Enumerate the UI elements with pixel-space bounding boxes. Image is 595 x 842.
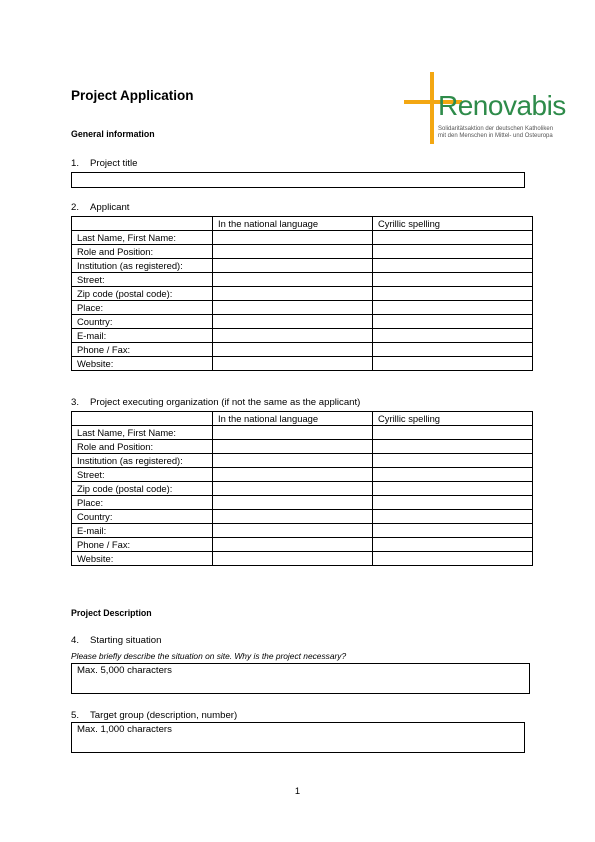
row-label: Phone / Fax:: [72, 343, 213, 357]
target-group-field[interactable]: Max. 1,000 characters: [71, 722, 525, 753]
table-row: [72, 343, 533, 357]
starting-situation-field[interactable]: Max. 5,000 characters: [71, 663, 530, 694]
national-language-cell[interactable]: [213, 315, 373, 329]
header-blank-cell: [72, 412, 213, 426]
table-row: [72, 301, 533, 315]
row-label: Place:: [72, 301, 213, 315]
table-row: [72, 496, 533, 510]
row-label: Role and Position:: [72, 245, 213, 259]
logo-tagline: Solidaritätsaktion der deutschen Katholiken mit den Menschen in Mittel- und Osteuropa: [438, 126, 554, 139]
national-language-cell[interactable]: [213, 259, 373, 273]
cyrillic-spelling-cell[interactable]: [373, 343, 533, 357]
national-language-cell[interactable]: [213, 287, 373, 301]
table-row: [72, 231, 533, 245]
table-row: [72, 287, 533, 301]
row-label: Website:: [72, 357, 213, 371]
table-row: [72, 273, 533, 287]
table-row: [72, 510, 533, 524]
table-row: [72, 440, 533, 454]
column-header: Cyrillic spelling: [373, 217, 533, 231]
row-label: Place:: [72, 496, 213, 510]
table-row: [72, 259, 533, 273]
applicant-table: [71, 216, 533, 371]
page-title: Project Application: [71, 88, 194, 103]
table-row: [72, 468, 533, 482]
table-row: [72, 315, 533, 329]
cyrillic-spelling-cell[interactable]: [373, 231, 533, 245]
national-language-cell[interactable]: [213, 357, 373, 371]
national-language-cell[interactable]: [213, 273, 373, 287]
cyrillic-spelling-cell[interactable]: [373, 510, 533, 524]
cyrillic-spelling-cell[interactable]: [373, 426, 533, 440]
cyrillic-spelling-cell[interactable]: [373, 440, 533, 454]
table-row: [72, 245, 533, 259]
national-language-cell[interactable]: [213, 552, 373, 566]
cyrillic-spelling-cell[interactable]: [373, 482, 533, 496]
national-language-cell[interactable]: [213, 245, 373, 259]
national-language-cell[interactable]: [213, 496, 373, 510]
question-4-hint: Please briefly describe the situation on site. Why is the project necessary?: [71, 651, 347, 661]
question-4-label: 4. Starting situation: [71, 635, 162, 646]
national-language-cell[interactable]: [213, 426, 373, 440]
column-header: In the national language: [213, 217, 373, 231]
table-row: [72, 426, 533, 440]
executing-organization-table: [71, 411, 533, 566]
national-language-cell[interactable]: [213, 343, 373, 357]
cyrillic-spelling-cell[interactable]: [373, 552, 533, 566]
organization-header-row: [72, 412, 533, 426]
row-label: Country:: [72, 315, 213, 329]
cyrillic-spelling-cell[interactable]: [373, 329, 533, 343]
row-label: Institution (as registered):: [72, 454, 213, 468]
question-5-label: 5. Target group (description, number): [71, 710, 238, 721]
cyrillic-spelling-cell[interactable]: [373, 524, 533, 538]
cyrillic-spelling-cell[interactable]: [373, 538, 533, 552]
row-label: Street:: [72, 273, 213, 287]
national-language-cell[interactable]: [213, 524, 373, 538]
national-language-cell[interactable]: [213, 440, 373, 454]
table-row: [72, 524, 533, 538]
general-information-heading: General information: [71, 129, 155, 139]
row-label: Zip code (postal code):: [72, 482, 213, 496]
cyrillic-spelling-cell[interactable]: [373, 454, 533, 468]
logo-wordmark: Renovabis: [438, 90, 566, 121]
row-label: Institution (as registered):: [72, 259, 213, 273]
cyrillic-spelling-cell[interactable]: [373, 315, 533, 329]
cyrillic-spelling-cell[interactable]: [373, 496, 533, 510]
national-language-cell[interactable]: [213, 454, 373, 468]
table-row: [72, 538, 533, 552]
cyrillic-spelling-cell[interactable]: [373, 245, 533, 259]
page-number: 1: [294, 785, 301, 796]
table-row: [72, 357, 533, 371]
table-row: [72, 454, 533, 468]
question-3-label: 3. Project executing organization (if not the same as the applicant): [71, 397, 361, 408]
national-language-cell[interactable]: [213, 510, 373, 524]
cyrillic-spelling-cell[interactable]: [373, 273, 533, 287]
cyrillic-spelling-cell[interactable]: [373, 259, 533, 273]
row-label: Phone / Fax:: [72, 538, 213, 552]
applicant-header-row: [72, 217, 533, 231]
table-row: [72, 552, 533, 566]
national-language-cell[interactable]: [213, 468, 373, 482]
cyrillic-spelling-cell[interactable]: [373, 301, 533, 315]
question-2-label: 2. Applicant: [71, 202, 130, 213]
national-language-cell[interactable]: [213, 538, 373, 552]
row-label: Street:: [72, 468, 213, 482]
cyrillic-spelling-cell[interactable]: [373, 357, 533, 371]
table-row: [72, 482, 533, 496]
project-description-heading: Project Description: [71, 608, 152, 618]
national-language-cell[interactable]: [213, 301, 373, 315]
project-title-field[interactable]: [71, 172, 525, 188]
column-header: In the national language: [213, 412, 373, 426]
table-row: [72, 329, 533, 343]
row-label: Role and Position:: [72, 440, 213, 454]
row-label: E-mail:: [72, 329, 213, 343]
question-1-label: 1. Project title: [71, 158, 138, 169]
row-label: Zip code (postal code):: [72, 287, 213, 301]
row-label: Country:: [72, 510, 213, 524]
national-language-cell[interactable]: [213, 482, 373, 496]
header-blank-cell: [72, 217, 213, 231]
cyrillic-spelling-cell[interactable]: [373, 287, 533, 301]
row-label: Website:: [72, 552, 213, 566]
row-label: Last Name, First Name:: [72, 231, 213, 245]
row-label: Last Name, First Name:: [72, 426, 213, 440]
column-header: Cyrillic spelling: [373, 412, 533, 426]
cyrillic-spelling-cell[interactable]: [373, 468, 533, 482]
row-label: E-mail:: [72, 524, 213, 538]
national-language-cell[interactable]: [213, 231, 373, 245]
national-language-cell[interactable]: [213, 329, 373, 343]
